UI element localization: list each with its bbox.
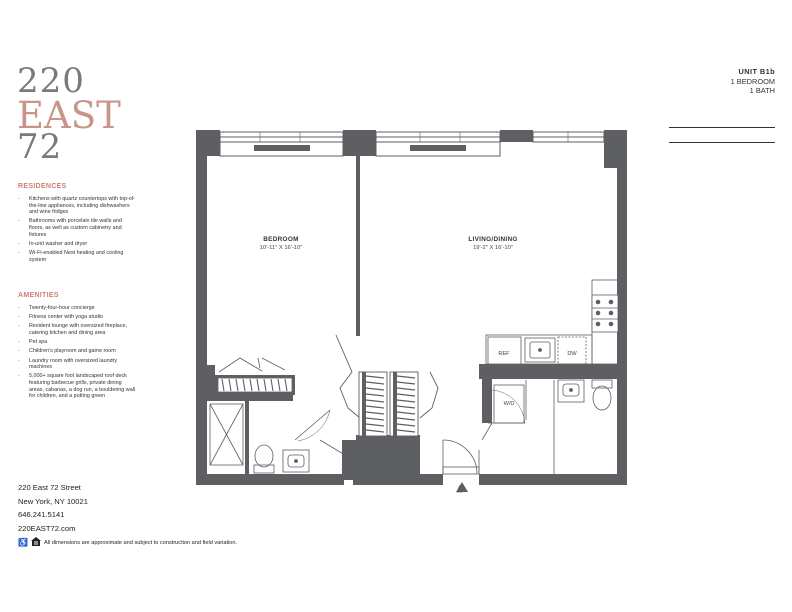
logo-line-2: EAST (17, 94, 121, 137)
list-item: - Children's playroom and game room (18, 348, 136, 355)
disclaimer-text: All dimensions are approximate and subject to construction and field variation. (43, 539, 238, 546)
list-item: - 5,000+ square foot landscaped roof deck featuring barbecue grills, private dining areas, cabanas, a dog run, a bouldering wall for children, and a putting green (18, 373, 136, 399)
windows (220, 132, 604, 142)
unit-code: UNIT B1b (738, 67, 775, 76)
bedroom-closet (215, 358, 295, 395)
list-item: - Fitness center with yoga studio (18, 314, 136, 321)
list-item: - Twenty-four-hour concierge (18, 305, 136, 312)
bedroom-dimensions: 10'-11" X 16'-10" (259, 245, 303, 251)
accessibility-icon: ♿ (18, 537, 28, 547)
list-item: - Bathrooms with porcelain tile walls and floors, as well as custom cabinetry and fixtures (18, 218, 136, 238)
washer-dryer-label: W/D (503, 401, 515, 407)
refrigerator-label: REF (498, 351, 510, 357)
living-dining-dimensions: 19'-2" X 16'-10" (473, 245, 513, 251)
city-address: New York, NY 10021 (18, 496, 88, 506)
entry-closets (336, 335, 438, 436)
website-link[interactable]: 220EAST72.com (18, 523, 76, 533)
logo-line-3: 72 (17, 127, 63, 167)
logo-line-1: 220 (17, 61, 85, 101)
phone-number: 646.241.5141 (18, 510, 65, 520)
list-item: - Pet spa (18, 339, 136, 346)
list-item: - Laundry room with oversized laundry machines (18, 358, 136, 371)
list-item: - Resident lounge with oversized fireplace, catering kitchen and dining area (18, 323, 136, 336)
unit-bedrooms: 1 BEDROOM (730, 76, 775, 86)
list-item: - Kitchens with quartz countertops with top-of-the-line appliances, including dishwashers and wine fridges (18, 196, 136, 216)
living-dining-label: LIVING/DINING (468, 236, 518, 243)
kitchen (486, 280, 618, 364)
amenities-heading: AMENITIES (18, 292, 59, 299)
list-item: - Wi-Fi-enabled Nest heating and cooling system (18, 250, 136, 263)
unit-baths: 1 BATH (749, 86, 775, 95)
bathroom (210, 404, 345, 473)
residences-heading: RESIDENCES (18, 183, 67, 190)
bedroom-label: BEDROOM (263, 236, 299, 243)
laundry-bath (488, 380, 612, 474)
street-address: 220 East 72 Street (18, 483, 81, 492)
list-item: - In-unit washer and dryer (18, 241, 136, 248)
dishwasher-label: DW (567, 351, 577, 357)
